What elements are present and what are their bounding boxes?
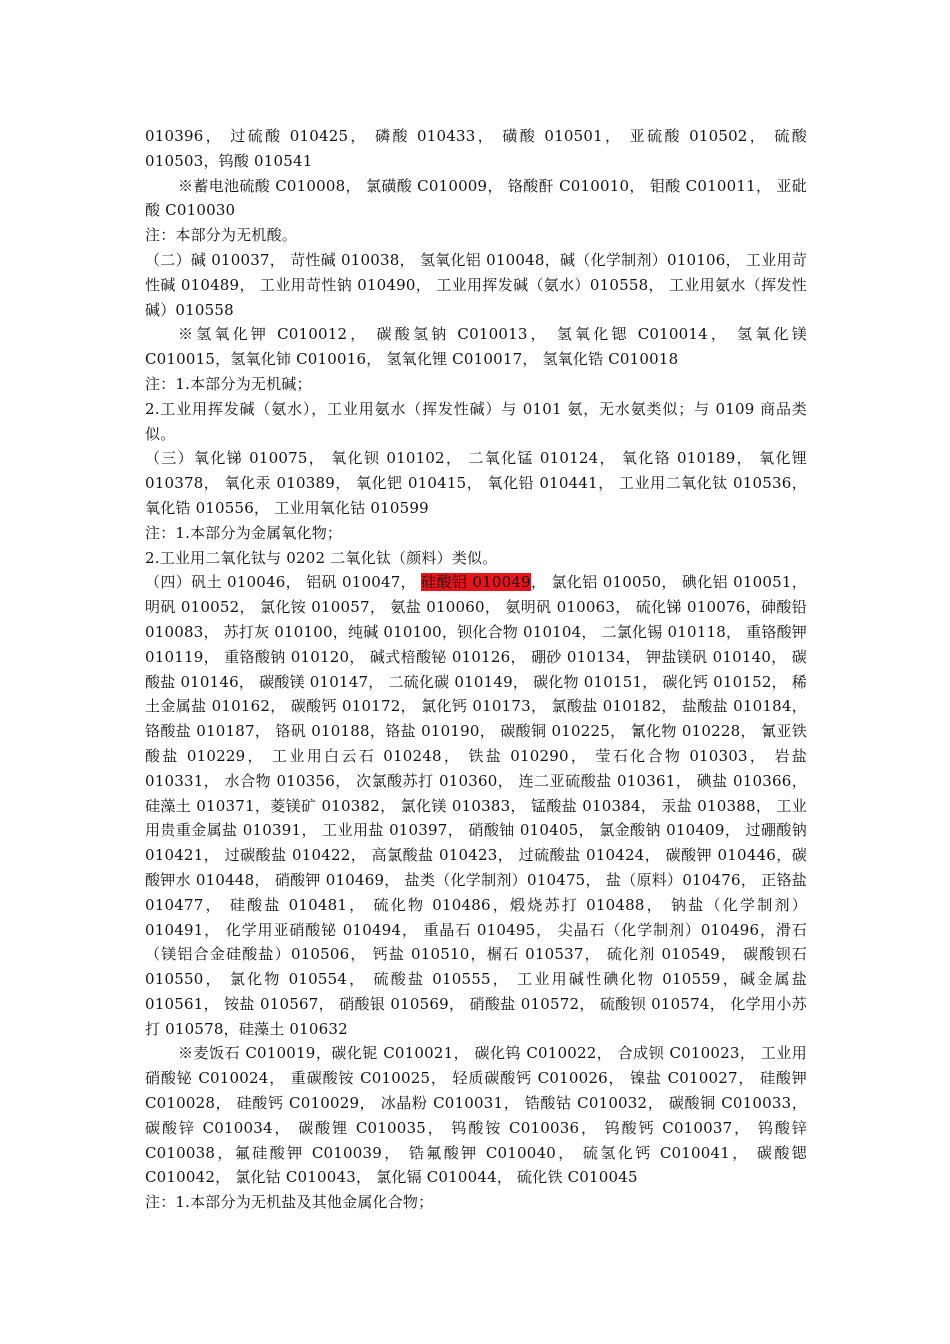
note-inorganic-acids: 注：本部分为无机酸。 — [145, 226, 298, 245]
document-body — [145, 124, 807, 1215]
paragraph-salts-supplement: ※麦饭石 C010019，碳化铌 C010021， 碳化钨 C010022， 合成钡 C010023， 工业用硝酸铋 C010024， 重碳酸铵 C010025， 轻质碳酸钙 C010026， 镍盐 C010027， 硅酸钾 C010028， 硅酸钙 C010029， 冰晶粉 C010031， 锆酸钴 C010032， 碳酸铜 C010033， 碳酸锌 C010034， 碳酸锂 C010035， 钨酸铵 C010036， 钨酸钙 C010037， 钨酸锌 C010038，氟硅酸钾 C010039， 锆氟酸钾 C010040， 硫氢化钙 C010041， 碳酸锶 C010042， 氯化钴 C010043， 氯化镉 C010044， 硫化铁 C010045 — [145, 1044, 807, 1187]
note-bases-1: 注：1.本部分为无机碱； — [145, 374, 312, 393]
paragraph-section-4-salts — [145, 570, 807, 1041]
paragraph-section-3-oxides: （三）氧化锑 010075， 氧化钡 010102， 二氧化锰 010124， 氧化铬 010189， 氧化锂 010378， 氧化汞 010389， 氧化钯 010415， 氧化铅 010441， 工业用二氧化钛 010536，氧化锆 010556， 工业用氧化钴 010599 — [145, 449, 807, 517]
section-4-text-before: （四）矾土 010046， 铝矾 010047， — [145, 573, 422, 592]
highlighted-term: 硅酸铝 010049 — [421, 573, 531, 592]
paragraph-inorganic-acids-list: 010396， 过硫酸 010425， 磷酸 010433， 磺酸 010501， 亚硫酸 010502， 硫酸 010503，钨酸 010541 — [145, 127, 807, 170]
paragraph-bases-supplement: ※氢氧化钾 C010012， 碳酸氢钠 C010013， 氢氧化锶 C010014， 氢氧化镁 C010015，氢氧化铈 C010016， 氢氧化锂 C010017， 氢氧化锆 C010018 — [145, 325, 807, 369]
paragraph-acids-supplement: ※蓄电池硫酸 C010008， 氯磺酸 C010009， 铬酸酐 C010010， 钼酸 C010011， 亚砒酸 C010030 — [145, 176, 807, 220]
note-oxides-1: 注：1.本部分为金属氧化物； — [145, 523, 343, 542]
note-salts-1: 注：1.本部分为无机盐及其他金属化合物； — [145, 1193, 434, 1212]
paragraph-section-2-bases: （二）碱 010037， 苛性碱 010038， 氢氧化铝 010048，碱（化学制剂）010106， 工业用苛性碱 010489， 工业用苛性钠 010490， 工业用挥发碱（氨水）010558， 工业用氨水（挥发性碱）010558 — [145, 250, 807, 319]
note-bases-2: 2.工业用挥发碱（氨水），工业用氨水（挥发性碱）与 0101 氨，无水氨类似；与 0109 商品类似。 — [145, 399, 807, 443]
note-oxides-2: 2.工业用二氧化钛与 0202 二氧化钛（颜料）类似。 — [145, 548, 498, 567]
section-4-text-after: ， 氯化铝 010050， 碘化铝 010051， 明矾 010052， 氯化铵 010057， 氨盐 010060， 氨明矾 010063， 硫化锑 010076，砷酸铅 010083， 苏打灰 010100，纯碱 010100，钡化合物 010104， 二氯化锡 010118， 重铬酸钾 010119， 重铬酸钠 010120， 碱式棓酸铋 010126， 硼砂 010134， 钾盐镁矾 010140， 碳酸盐 010146， 碳酸镁 010147， 二硫化碳 010149， 碳化物 010151， 碳化钙 010152， 稀土金属盐 010162， 碳酸钙 010172， 氯化钙 010173， 氯酸盐 010182， 盐酸盐 010184，铬酸盐 010187， 铬矾 010188，铬盐 010190， 碳酸铜 010225， 氰化物 010228， 氰亚铁酸盐 010229， 工业用白云石 010248， 铁盐 010290， 莹石化合物 010303， 岩盐 010331， 水合物 010356， 次氯酸苏打 010360， 连二亚硫酸盐 010361， 碘盐 010366，硅藻土 010371，菱镁矿 010382， 氯化镁 010383， 锰酸盐 010384， 汞盐 010388， 工业用贵重金属盐 010391， 工业用盐 010397， 硝酸铀 010405， 氯金酸钠 010409， 过硼酸钠 010421， 过碳酸盐 010422， 高氯酸盐 010423， 过硫酸盐 010424， 碳酸钾 010446，碳酸钾水 010448， 硝酸钾 010469， 盐类（化学制剂）010475， 盐（原料）010476， 正铬盐 010477， 硅酸盐 010481， 硫化物 010486，煅烧苏打 010488， 钠盐（化学制剂）010491， 化学用亚硝酸铋 010494， 重晶石 010495， 尖晶石（化学制剂）010496，滑石（镁铝合金硅酸盐）010506， 钙盐 010510，榍石 010537， 硫化剂 010549， 碳酸钡石 010550， 氯化物 010554， 硫酸盐 010555， 工业用碱性碘化物 010559，碱金属盐 010561， 铵盐 010567， 硝酸银 010569， 硝酸盐 010572， 硫酸钡 010574， 化学用小苏打 010578，硅藻土 010632 — [145, 573, 807, 1038]
